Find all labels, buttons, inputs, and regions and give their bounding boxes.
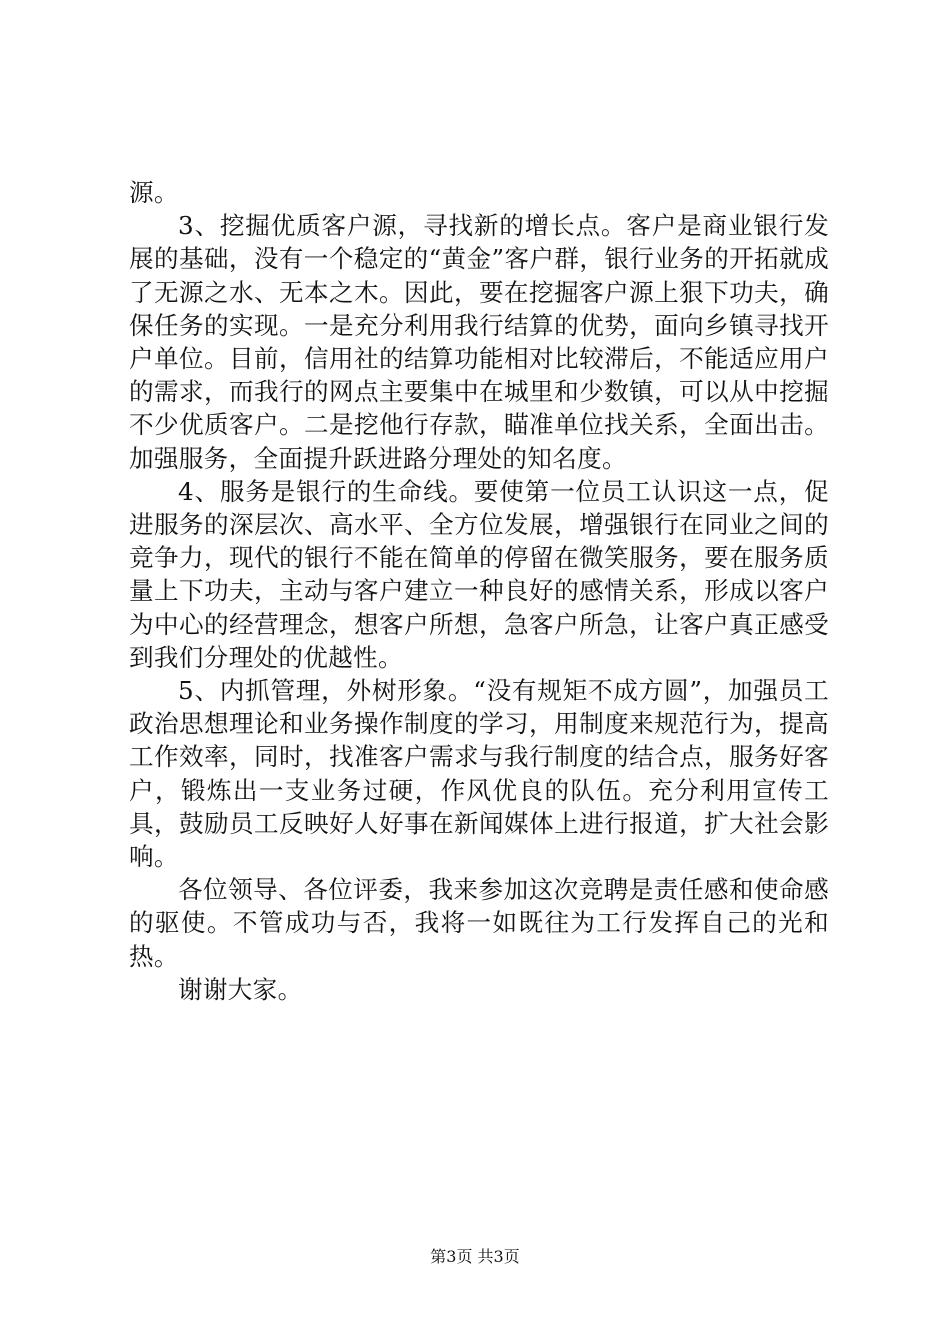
document-body: [129, 176, 829, 1006]
paragraph-item-4: 4、服务是银行的生命线。要使第一位员工认识这一点，促进服务的深层次、高水平、全方位发展，增强银行在同业之间的竞争力，现代的银行不能在简单的停留在微笑服务，要在服务质量上下功夫，主动与客户建立一种良好的感情关系，形成以客户为中心的经营理念，想客户所想，急客户所急，让客户真正感受到我们分理处的优越性。: [129, 476, 829, 672]
paragraph-item-3: 3、挖掘优质客户源，寻找新的增长点。客户是商业银行发展的基础，没有一个稳定的“黄金”客户群，银行业务的开拓就成了无源之水、无本之木。因此，要在挖掘客户源上狠下功夫，确保任务的实现。一是充分利用我行结算的优势，面向乡镇寻找开户单位。目前，信用社的结算功能相对比较滞后，不能适应用户的需求，而我行的网点主要集中在城里和少数镇，可以从中挖掘不少优质客户。二是挖他行存款，瞄准单位找关系，全面出击。加强服务，全面提升跃进路分理处的知名度。: [129, 211, 829, 473]
page-number-footer: 第3页 共3页: [430, 1247, 520, 1266]
paragraph-thanks: 谢谢大家。: [178, 974, 303, 1004]
paragraph-continuation: 源。: [129, 178, 179, 207]
paragraph-item-5: 5、内抓管理，外树形象。“没有规矩不成方圆”，加强员工政治思想理论和业务操作制度的学习，用制度来规范行为，提高工作效率，同时，找准客户需求与我行制度的结合点，服务好客户，锻炼出一支业务过硬，作风优良的队伍。充分利用宣传工具，鼓励员工反映好人好事在新闻媒体上进行报道，扩大社会影响。: [129, 676, 829, 872]
paragraph-closing: 各位领导、各位评委，我来参加这次竞聘是责任感和使命感的驱使。不管成功与否，我将一如既往为工行发挥自己的光和热。: [129, 875, 829, 971]
